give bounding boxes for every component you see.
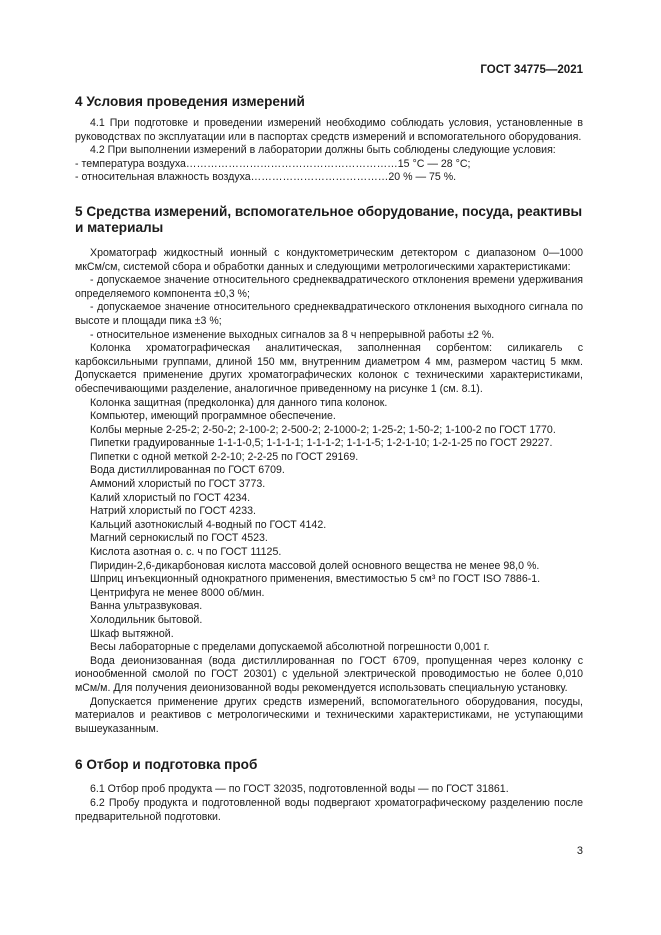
list-item: Магний сернокислый по ГОСТ 4523. [90,532,268,545]
page-number: 3 [576,845,583,857]
paragraph: Вода деионизованная (вода дистиллированная по ГОСТ 6709, пропущенная через колонку с ионообменной смолой по ГОСТ 20301) с удельной электрической проводимостью не более 0,010 мСм/м. Для получения деионизованной воды рекомендуется использовать специальную установку. [75,654,583,694]
paragraph: Допускается применение других средств измерений, вспомогательного оборудования, посуды, материалов и реактивов с метрологическими и техническими характеристиками, не уступающими вышеуказанным. [75,695,583,735]
page-content [75,91,583,824]
paragraph: 6.1 Отбор проб продукта — по ГОСТ 32035, подготовленной воды — по ГОСТ 31861. [90,783,509,796]
list-item: Аммоний хлористый по ГОСТ 3773. [90,478,266,491]
list-item: Весы лабораторные с пределами допускаемой абсолютной погрешности 0,001 г. [90,641,490,654]
list-item: Компьютер, имеющий программное обеспечение. [90,410,336,423]
paragraph: 4.1 При подготовке и проведении измерений необходимо соблюдать условия, установленные в руководствах по эксплуатации или в паспортах средств измерений и вспомогательного оборудования. [75,117,583,143]
list-item: Шприц инъекционный однократного применения, вместимостью 5 см³ по ГОСТ ISO 7886-1. [90,573,541,586]
list-item: Натрий хлористый по ГОСТ 4233. [90,505,256,518]
list-item: Пиридин-2,6-дикарбоновая кислота массовой долей основного вещества не менее 98,0 %. [90,559,540,572]
section-4-title: 4 Условия проведения измерений [75,94,305,109]
list-item: Колбы мерные 2-25-2; 2-50-2; 2-100-2; 2-500-2; 2-1000-2; 1-25-2; 1-50-2; 1-100-2 по ГОСТ 1770. [90,423,556,436]
paragraph: 6.2 Пробу продукта и подготовленной воды подвергают хроматографическому разделению после предварительной подготовки. [75,796,583,823]
section-6-title: 6 Отбор и подготовка проб [75,757,258,773]
paragraph: - допускаемое значение относительного среднеквадратического отклонения времени удерживания определяемого компонента ±0,3 %; [75,274,583,300]
list-item: Кальций азотнокислый 4-водный по ГОСТ 4142. [90,518,327,531]
paragraph: - относительное изменение выходных сигналов за 8 ч непрерывной работы ±2 %. [90,328,495,341]
list-item: Холодильник бытовой. [90,614,203,626]
list-item: Центрифуга не менее 8000 об/мин. [90,586,265,599]
condition-humidity: - относительная влажность воздуха…………………………………20 % — 75 %. [75,171,457,184]
condition-temperature: - температура воздуха……………………………………………………15 °С — 28 °С; [75,157,471,170]
list-item: Пипетки градуированные 1-1-1-0,5; 1-1-1-1; 1-1-1-2; 1-1-1-5; 1-2-1-10; 1-2-1-25 по ГОСТ 29227. [90,437,553,450]
section-5-title: 5 Средства измерений, вспомогательное оборудование, посуда, реактивы и материалы [75,203,583,235]
list-item: Калий хлористый по ГОСТ 4234. [90,491,251,504]
paragraph: 4.2 При выполнении измерений в лаборатории должны быть соблюдены следующие условия: [90,144,556,157]
list-item: Кислота азотная о. с. ч по ГОСТ 11125. [90,546,282,559]
paragraph: Хроматограф жидкостный ионный с кондуктометрическим детектором с диапазоном 0—1000 мкСм/см, системой сбора и обработки данных и следующими метрологическими характеристиками: [75,246,583,273]
list-item: Вода дистиллированная по ГОСТ 6709. [90,464,285,477]
list-item: Шкаф вытяжной. [90,627,174,640]
list-item: Пипетки с одной меткой 2-2-10; 2-2-25 по ГОСТ 29169. [90,450,359,463]
document-header: ГОСТ 34775—2021 [480,64,583,76]
paragraph: - допускаемое значение относительного среднеквадратического отклонения выходного сигнала по высоте и площади пика ±3 %; [75,301,583,327]
list-item: Колонка защитная (предколонка) для данного типа колонок. [90,396,388,409]
list-item: Ванна ультразвуковая. [90,600,203,613]
paragraph: Колонка хроматографическая аналитическая, заполненная сорбентом: силикагель с карбоксильными группами, длиной 150 мм, внутренним диаметром 4 мм, размером частиц 5 мкм. Допускается применение других хроматографических колонок с техническими характеристиками, обеспечивающими разделение, аналогичное приведенному на рисунке 1 (см. 8.1). [75,342,583,395]
